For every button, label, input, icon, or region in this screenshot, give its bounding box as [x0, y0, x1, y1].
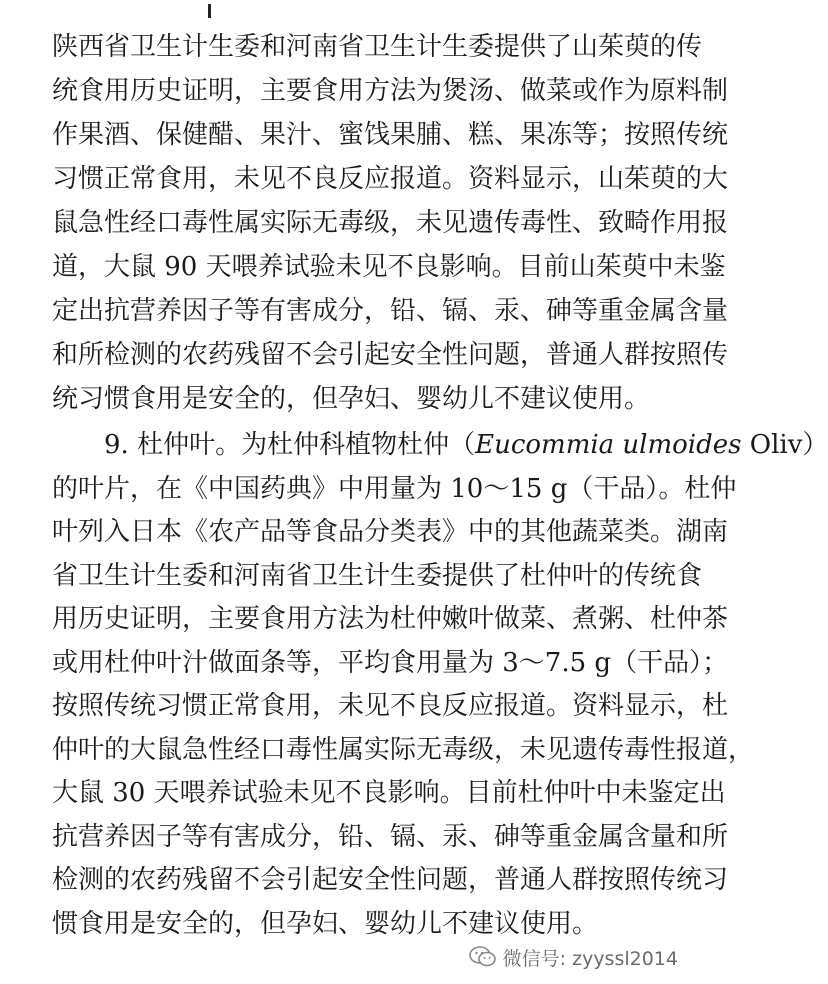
p2-line-8-text: 仲叶的大鼠急性经口毒性属实际无毒级，未见遗传毒性报道， — [52, 734, 755, 765]
scan-mark — [208, 4, 211, 18]
p2-line-5 — [0, 602, 752, 636]
p2-line-6-text: 或用杜仲叶汁做面条等，平均食用量为 3～7.5 g（干品）； — [52, 647, 729, 678]
p2-line-6 — [0, 646, 752, 680]
wechat-icon — [469, 945, 497, 969]
p2-line-10 — [0, 820, 752, 854]
p2-line-1 — [0, 428, 828, 462]
p2-line-5-text: 用历史证明，主要食用方法为杜仲嫩叶做菜、煮粥、杜仲茶 — [52, 604, 729, 634]
p2-line-11 — [0, 863, 752, 897]
p1-line-5-text: 鼠急性经口毒性属实际无毒级，未见遗传毒性、致畸作用报 — [52, 208, 729, 238]
p1-line-1 — [0, 30, 752, 64]
wechat-watermark — [469, 942, 678, 972]
p2-line-9 — [0, 776, 752, 810]
p1-line-1-text: 陕西省卫生计生委和河南省卫生计生委提供了山茱萸的传 — [52, 32, 703, 62]
p1-line-3 — [0, 118, 752, 152]
p2-line-11-text: 检测的农药残留不会引起安全性问题，普通人群按照传统习 — [52, 865, 729, 895]
p2-line-12 — [0, 907, 752, 941]
p2-line-4-text: 省卫生计生委和河南省卫生计生委提供了杜仲叶的传统食 — [52, 560, 703, 591]
p1-line-6 — [0, 250, 752, 284]
watermark-text: 微信号: zyyssl2014 — [502, 947, 678, 970]
p1-line-6-text: 道，大鼠 90 天喂养试验未见不良影响。目前山茱萸中未鉴 — [52, 252, 726, 282]
p1-line-9 — [0, 382, 752, 416]
item-heading: 9. 杜仲叶。 — [104, 430, 242, 460]
p2-line-2-text: 的叶片，在《中国药典》中用量为 10～15 g（干品）。杜仲 — [52, 473, 737, 504]
p1-line-3-text: 作果酒、保健醋、果汁、蜜饯果脯、糕、果冻等；按照传统 — [52, 120, 729, 150]
p1-line-8 — [0, 338, 752, 372]
p2-line-3 — [0, 515, 752, 549]
p2-line-8 — [0, 733, 755, 767]
p1-line-5 — [0, 206, 752, 240]
latin-name: Eucommia ulmoides — [475, 430, 742, 460]
p1-line-4 — [0, 162, 752, 196]
p2-line-10-text: 抗营养因子等有害成分，铅、镉、汞、砷等重金属含量和所 — [52, 821, 729, 852]
p2-line-3-text: 叶列入日本《农产品等食品分类表》中的其他蔬菜类。湖南 — [52, 517, 729, 547]
p2-text-before-latin: 为杜仲科植物杜仲（ — [241, 430, 476, 460]
p1-line-7-text: 定出抗营养因子等有害成分，铅、镉、汞、砷等重金属含量 — [52, 296, 729, 326]
p1-line-7 — [0, 294, 752, 328]
p2-line-12-text: 惯食用是安全的，但孕妇、婴幼儿不建议使用。 — [52, 908, 599, 939]
p2-line-4 — [0, 559, 752, 593]
p2-line-2 — [0, 472, 752, 506]
p1-line-8-text: 和所检测的农药残留不会引起安全性问题，普通人群按照传 — [52, 340, 729, 370]
p1-line-2 — [0, 74, 752, 108]
p2-line-7-text: 按照传统习惯正常食用，未见不良反应报道。资料显示，杜 — [52, 691, 729, 721]
p2-line-9-text: 大鼠 30 天喂养试验未见不良影响。目前杜仲叶中未鉴定出 — [52, 778, 726, 808]
p1-line-2-text: 统食用历史证明，主要食用方法为煲汤、做菜或作为原料制 — [52, 76, 729, 106]
p2-text-after-latin: Oliv） — [741, 430, 828, 460]
p2-line-7 — [0, 689, 752, 723]
p1-line-9-text: 统习惯食用是安全的，但孕妇、婴幼儿不建议使用。 — [52, 384, 651, 414]
p1-line-4-text: 习惯正常食用，未见不良反应报道。资料显示，山茱萸的大 — [52, 164, 729, 194]
